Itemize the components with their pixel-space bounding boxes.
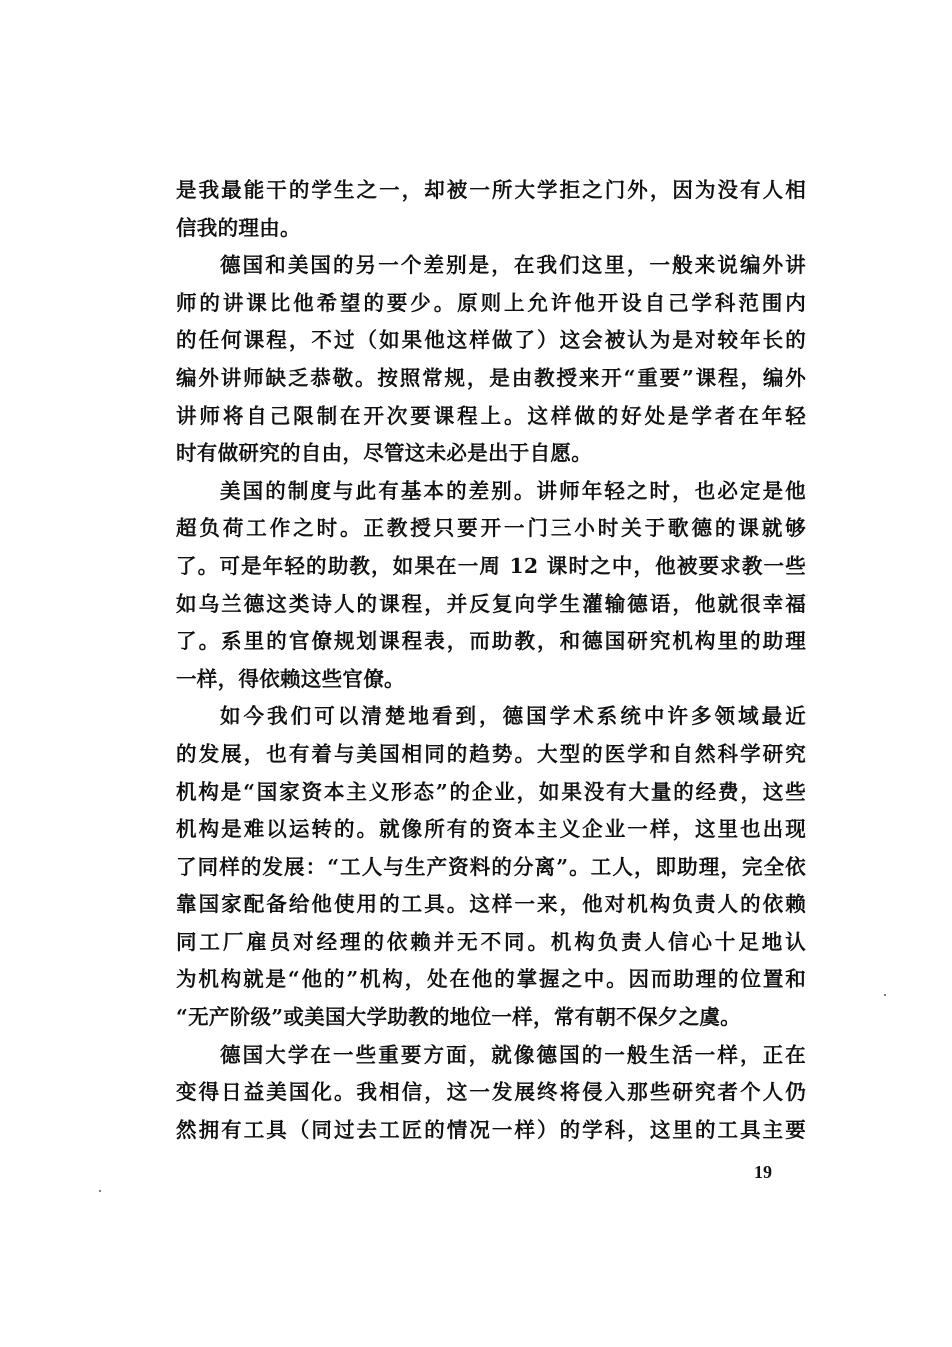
text-line: 德国大学在一些重要方面，就像德国的一般生活一样，正在 bbox=[220, 1042, 806, 1067]
text-line: 机构是难以运转的。就像所有的资本主义企业一样，这里也出现 bbox=[176, 817, 806, 842]
text-line: 如乌兰德这类诗人的课程，并反复向学生灌输德语，他就很幸福 bbox=[176, 591, 806, 616]
text-line: 了同样的发展：“工人与生产资料的分离”。工人，即助理，完全依 bbox=[176, 854, 806, 879]
text-line: 为机构就是“他的”机构，处在他的掌握之中。因而助理的位置和 bbox=[176, 967, 806, 992]
text-line: 了。系里的官僚规划课程表，而助教，和德国研究机构里的助理 bbox=[176, 629, 806, 654]
text-line: 时有做研究的自由，尽管这未必是出于自愿。 bbox=[176, 441, 592, 466]
text-line: 美国的制度与此有基本的差别。讲师年轻之时，也必定是他 bbox=[220, 478, 806, 503]
text-line: 然拥有工具（同过去工匠的情况一样）的学科，这里的工具主要 bbox=[176, 1117, 806, 1142]
text-line: 如今我们可以清楚地看到，德国学术系统中许多领域最近 bbox=[220, 704, 806, 729]
text-line: 德国和美国的另一个差别是，在我们这里，一般来说编外讲 bbox=[220, 253, 806, 278]
text-line: 同工厂雇员对经理的依赖并无不同。机构负责人信心十足地认 bbox=[176, 929, 806, 954]
text-line: 讲师将自己限制在开次要课程上。这样做的好处是学者在年轻 bbox=[176, 403, 806, 428]
text-line: 一样，得依赖这些官僚。 bbox=[176, 666, 405, 691]
text-line: 的任何课程，不过（如果他这样做了）这会被认为是对较年长的 bbox=[176, 328, 806, 353]
text-line: 信我的理由。 bbox=[176, 215, 301, 240]
body-text bbox=[176, 172, 806, 1149]
text-line: 机构是“国家资本主义形态”的企业，如果没有大量的经费，这些 bbox=[176, 779, 806, 804]
text-line: “无产阶级”或美国大学助教的地位一样，常有朝不保夕之虞。 bbox=[176, 1005, 741, 1030]
text-line: 了。可是年轻的助教，如果在一周 12 课时之中，他被要求教一些 bbox=[176, 553, 806, 578]
text-line: 编外讲师缺乏恭敬。按照常规，是由教授来开“重要”课程，编外 bbox=[176, 365, 806, 390]
text-line: 超负荷工作之时。正教授只要开一门三小时关于歌德的课就够 bbox=[176, 516, 806, 541]
text-line: 师的讲课比他希望的要少。原则上允许他开设自己学科范围内 bbox=[176, 290, 806, 315]
text-line: 是我最能干的学生之一，却被一所大学拒之门外，因为没有人相 bbox=[176, 178, 806, 202]
text-line: 的发展，也有着与美国相同的趋势。大型的医学和自然科学研究 bbox=[176, 741, 806, 766]
scan-speck bbox=[884, 994, 886, 996]
text-line: 靠国家配备给他使用的工具。这样一来，他对机构负责人的依赖 bbox=[176, 892, 806, 917]
scan-speck bbox=[99, 1190, 101, 1192]
page-number: 19 bbox=[754, 1162, 772, 1182]
text-line: 变得日益美国化。我相信，这一发展终将侵入那些研究者个人仍 bbox=[176, 1080, 806, 1105]
